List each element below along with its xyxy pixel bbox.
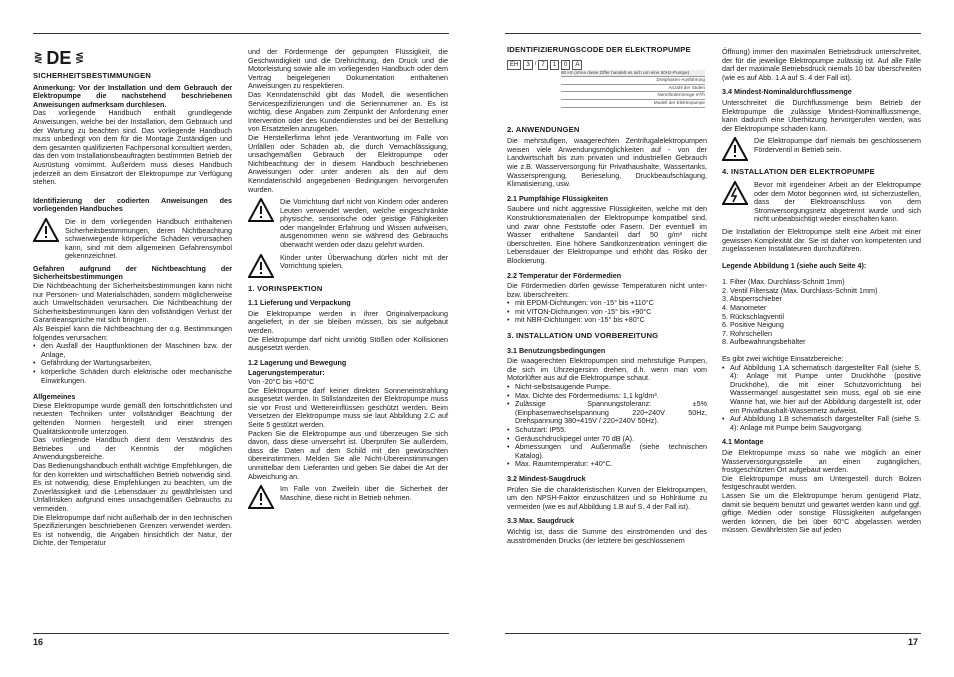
section-1-1-text-2: Die Elektropumpe darf nicht unnötig Stößen oder Kollisionen ausgesetzt werden. [248,334,448,353]
note-text: Das vorliegende Handbuch enthält grundlegende Anweisungen, welche bei der Installation, dem Gebrauch und der Wartung zu beachten sind. Das vorliegende Handbuch muss unbedingt von dem für die Montage Zuständigen und dem gesamten qualifizierten Fachpersonal konsultiert werden, das den vom Installationsbeauftragten bestimmten Betrieb der Ausrüstung vornimmt. Außerdem muss dieses Handbuch jederzeit an dem Einsatzort der Elektropumpe zur Verfügung stehen. [33,108,232,187]
warning-block [248,485,448,509]
page-number-right: 17 [908,637,919,647]
list-item: • Gefährdung der Wartungsarbeiten, [33,358,152,368]
deco-right-icon: ⋚ [75,53,84,64]
danger-heading: Gefahren aufgrund der Nichtbeachtung der Sicherheitsbestimmungen [33,263,232,282]
section-4-1-text: Die Elektropumpe muss so nahe wie möglich an einer Wasserversorgungsstelle an einen zugänglichen, frostgeschützten Ort aufgebaut werden. [722,447,921,475]
section-3-1-text: Die waagerechten Elektropumpen sind mehrstufige Pumpen, die sich im Uhrzeigersinn drehen, d.h. wenn man vom Motorlüfter aus auf die Elektropumpe schaut. [507,356,707,383]
warning-icon [248,485,274,509]
warning-block [722,181,921,224]
legend-item: 8. Aufbewahrungsbehälter [722,337,806,347]
id-box: 0 [561,60,570,70]
general-text: Diese Elektropumpe wurde gemäß den fortschrittlichsten und neuesten Techniken unter vollständiger Beachtung der geltenden Normen hergestellt und einer strengen Qualitätskontrolle unterzogen. [33,400,232,436]
safety-title: SICHERHEITSBESTIMMUNGEN [33,71,152,80]
list-item: • Geräuschdruckpegel unter 70 dB (A). [507,433,635,443]
legend-item: 6. Positive Neigung [722,320,784,330]
section-3-4-text: Unterschreitet die Durchflussmenge beim Betrieb der Elektropumpe die zulässige Mindest-Nominalflussmenge, kann dadurch eine Überhitzung hervorgerufen werden, was der Elektropumpe schaden kann. [722,97,921,133]
general-text-2: Das vorliegende Handbuch dient dem Verständnis des Betriebes und der Kenntnis der möglichen Anwendungsbereiche. [33,435,232,462]
top-rule-right [505,33,921,34]
section-2-1-text: Saubere und nicht aggressive Flüssigkeiten, welche mit den Konstruktionsmaterialien der Elektropumpe kompatibel sind, und zwar ohne Feststoffe oder Fasern. Der eventuell im Wasser enthaltene Sandanteil darf 50 g/m³ nicht überschreiten. Eine höhere Sandkonzentration verringert die Lebensdauer der Elektropumpe und erhöht das Risiko der Blockierung. [507,204,707,265]
list-item: • mit EPDM-Dichtungen: von -15° bis +110°C [507,298,654,308]
section-4-heading: 4. INSTALLATION DER ELEKTROPUMPE [722,167,875,177]
section-2-2-text: Die Fördermedien dürfen gewisse Temperaturen nicht unter- bzw. überschreiten: [507,281,707,299]
left-column-1 [33,72,232,548]
bottom-rule-right [505,633,921,634]
note-bold: Anmerkung: Vor der Installation und dem Gebrauch der Elektropumpe die nachstehend beschriebenen Anweisungen aufmerksam durchlesen. [33,82,232,109]
legend-item: 5. Rückschlagventil [722,311,784,321]
danger-text-2: Als Beispiel kann die Nichtbeachtung der o.g. Bestimmungen folgendes verursachen: [33,324,232,342]
warning-icon [248,254,274,278]
children-warning-text: Die Vorrichtung darf nicht von Kindern oder anderen Leuten verwendet werden, welche eingeschränkte physische, sensorische oder geistige Fähigkeiten oder mangelnder Erfahrung und Wissen aufweisen, ausgenommen wenn sie während des Gebrauchs überwacht werden oder dazu gelehrt wurden. [280,197,448,250]
id-label: Anzahl der Stufen [561,85,705,93]
top-rule-left [33,33,449,34]
ident-heading: Identifizierung der codierten Anweisungen des vorliegenden Handbuches [33,195,232,214]
section-2-heading: 2. ANWENDUNGEN [507,124,580,134]
id-label: Dreiphasen-Ausführung [561,77,705,85]
list-item: • mit VITON-Dichtungen: von -15° bis +90°C [507,306,652,316]
danger-text: Die Nichtbeachtung der Sicherheitsbestimmungen kann nicht nur Personen- und Materialschäden, sondern möglicherweise auch Umweltschäden verursachen. Die Nichtbeachtung der Sicherheitsbestimmungen kann den vollständigen Verlust der Garantieansprüche mit sich bringen. [33,281,232,325]
col4-text-1: Öffnung) immer den maximalen Betriebsdruck unterschreitet, der für die jeweilige Elektropumpe zulässig ist. Auf alle Fälle darf der maximale Betriebsdruck niemals 10 bar überschreiten (wie es auf Abb. 1.A auf S. 4 der Fall ist). [722,47,921,82]
list-item: • den Ausfall der Hauptfunktionen der Maschinen bzw. der Anlage, [33,341,232,359]
section-4-1-text-2: Die Elektropumpe muss am Untergestell durch Bolzen festgeschraubt werden. [722,473,921,492]
legend-item: 7. Rohrschellen [722,328,772,338]
section-4-1-heading: 4.1 Montage [722,437,764,447]
section-1-2-text-2: Packen Sie die Elektropumpe aus und überzeugen Sie sich davon, dass diese unversehrt ist. Überprüfen Sie außerdem, dass die Daten auf dem Schild mit den gewünschten übereinstimmen. Melden Sie alle Nicht-Übereinstimmungen unmittelbar dem Lieferanten und geben Sie dabei die Art der Abweichung an. [248,428,448,481]
page-number-left: 16 [33,637,44,647]
section-1-2-text: Die Elektropumpe darf keiner direkten Sonneneinstrahlung ausgesetzt werden. In Stillstandzeiten der Elektropumpe muss sie vor Frost und Wettereinflüssen geschützt werden. Beim Versetzen der Elektropumpe muss sie laut Abbildung 2.C auf Seite 5 gestützt werden. [248,385,448,429]
language-badge: ⋛ DE ⋚ [34,48,84,68]
legend-heading: Legende Abbildung 1 (siehe auch Seite 4): [722,260,867,270]
section-3-1-heading: 3.1 Benutzungsbedingungen [507,345,606,355]
id-box: EH [507,60,521,70]
id-box: 3 [523,60,532,70]
legend-item: 2. Ventil Filtersatz (Max. Durchlass-Schnitt 1mm) [722,285,878,295]
list-item: • Max. Dichte des Fördermediums: 1,1 kg/dm³. [507,390,659,400]
section-2-text: Die mehrstufigen, waagerechten Zentrifugalelektropumpen weisen viele Anwendungsmöglichkeiten auf - von der Landwirtschaft bis zum privaten und industriellen Gebrauch wie z.B. Wasserversorgung für Privathaushalte, Wassertanks, Wassersprengung, Berieselung, Druckbeaufschlagung, Klimatisierung, usw. [507,136,707,189]
general-heading: Allgemeines [33,392,76,402]
list-item: • Abmessungen und Außenmaße (siehe technischen Katalog). [507,442,707,460]
col2-text-1: und der Fördermenge der gepumpten Flüssigkeit, die Geschwindigkeit und die Drehrichtung, den Druck und die Motorleistung sowie alle im vorliegenden Handbuch oder dem Vertrag beigelegenen Dokumentation enthaltenen Anweisungen zu respektieren. [248,47,448,91]
col2-text-2: Das Kenndatenschild gibt das Modell, die wesentlichen Servicespezifizierungen und die Seriennummer an. Es ist wichtig, diese Angaben zum Zeitpunkt der Anforderung einer Intervention oder des Kundendienstes und bei der Bestellung von Ersatzteilen anzugeben. [248,89,448,134]
section-2-2-heading: 2.2 Temperatur der Fördermedien [507,270,622,280]
list-item: • Nicht-selbstsaugende Pumpe. [507,382,611,392]
list-item: • mit NBR-Dichtungen: von -15° bis +80°C [507,315,645,325]
section-4-1-text-3: Lassen Sie um die Elektropumpe herum genügend Platz, damit sie bequem benutzt und gewartet werden kann und ggf. giftige Medien oder sonstige Flüssigkeiten aufgefangen werden können, die bei über 60°C abgelassen werden müssen. Gewährleisten Sie auf jeden [722,490,921,535]
warning-block [248,254,448,278]
list-item: • Auf Abbildung 1.B schematisch dargestellter Fall (siehe S. 4): Anlage mit Pumpe beim Saugvorgang. [722,414,921,432]
section-2-1-heading: 2.1 Pumpfähige Flüssigkeiten [507,193,609,203]
section-1-1-text: Die Elektropumpe werden in ihrer Originalverpackung angeliefert, in der sie bleiben müssen, bis sie aufgebaut werden. [248,308,448,336]
list-item: • körperliche Schäden durch elektrische oder mechanische Einwirkungen. [33,367,232,385]
id-box: / [534,60,537,67]
col2-text-3: Die Herstellerfirma lehnt jede Verantwortung im Falle von Unfällen oder Schäden ab, die durch Vernachlässigung, unsachgemäßen Gebrauch der Elektropumpe oder Nichtbeachtung der in diesem Handbuch beschriebenen Anweisungen oder unter anderen als den auf dem Kenndatenschild angegebenen Bedingungen hervorgerufen wurden. [248,132,448,194]
right-column-1 [507,46,707,545]
id-code-heading: IDENTIFIZIERUNGSCODE DER ELEKTROPUMPE [507,45,691,54]
section-4-text: Die Installation der Elektropumpe stellt eine Arbeit mit einer gewissen Komplexität dar. Sie ist daher von kompetenten und zugelassenen Installateuren durchzuführen. [722,226,921,254]
section-3-4-heading: 3.4 Mindest-Nominaldurchflussmenge [722,87,852,97]
warning-icon [722,137,748,161]
storage-temp-label: Lagerungstemperatur: [248,368,325,378]
section-1-1-heading: 1.1 Lieferung und Verpackung [248,298,351,308]
section-3-2-text: Prüfen Sie die charakteristischen Kurven der Elektropumpen, um den NPSH-Faktor einzuschätzen und so Hohlräume zu vermeiden (wie es auf Abbildung 1.B auf S. 4 der Fall ist). [507,484,707,511]
warning-block [33,218,232,261]
id-box: A [572,60,582,70]
ident-warning-text: Die in dem vorliegenden Handbuch enthaltenen Sicherheitsbestimmungen, deren Nichtbeachtung schwerwiegende körperliche Schäden verursachen kann, sind mit dem allgemeinen Gefahrensymbol gekennzeichnet. [65,216,232,261]
id-label: Modell der Elektropumpe [561,100,705,108]
storage-temp-value: Von -20°C bis +60°C [248,377,315,386]
id-label: 60 Hz (ohne diese Ziffer handelt es sich um eine 50Hz-Pumpe) [561,70,705,78]
section-3-3-heading: 3.3 Max. Saugdruck [507,516,575,526]
section-1-heading: 1. VORINSPEKTION [248,283,323,293]
legend-item: 3. Absperrschieber [722,294,782,304]
electric-warning-text: Bevor mit irgendeiner Arbeit an der Elektropumpe oder dem Motor begonnen wird, ist sicherzustellen, dass der Elektroanschluss von dem Stromversorgungsnetz abgetrennt wurde und sich nicht unbeabsichtigt wieder einschalten kann. [754,179,921,224]
legend-item: 4. Manometer [722,303,767,313]
warning-block [248,198,448,250]
warning-icon [33,218,59,242]
closed-valve-warning-text: Die Elektropumpe darf niemals bei geschlossenem Förderventil in Betrieb sein. [754,136,921,154]
right-column-2 [722,48,921,535]
id-code-diagram [507,58,707,114]
section-3-heading: 3. INSTALLATION UND VORBEREITUNG [507,331,659,341]
list-item: • Max. Raumtemperatur: +40°C. [507,459,613,469]
warning-icon [248,198,274,222]
left-column-2 [248,48,448,513]
legend-item: 1. Filter (Max. Durchlass-Schnitt 1mm) [722,277,845,287]
general-text-3: Das Bedienungshandbuch enthält wichtige Empfehlungen, die für den korrekten und wirtschaftlichen Betrieb notwendig sind. Es ist notwendig, diese Empfehlungen zu beachten, um die Zuverlässigkeit und die Lebensdauer zu gewährleisten und Unfallrisiken aufgrund eines unsachgemäßen Gebrauchs zu vermeiden. [33,460,232,513]
id-label: Nennfördermenge m³/h [561,92,705,100]
section-3-3-text: Wichtig ist, dass die Summe des einströmenden und des ausströmenden Drucks (der letztere bei geschlossenem [507,526,707,545]
list-item: • Auf Abbildung 1.A schematisch dargestellter Fall (siehe S. 4): Anlage mit Pumpe unter Druckhöhe (positive Druckhöhe), die mit einer Schutzvorrichtung bei Wassermangel ausgestattet sein muss, egal ob sie eine Wanne hat, wie hier auf der Abbildung dargestellt ist, oder ein Privathaushalt-Wassernetz aufweist. [722,362,921,415]
general-text-4: Die Elektropumpe darf nicht außerhalb der in den technischen Spezifizierungen beschriebenen Grenzen verwendet werden. Es ist notwendig, die Angaben hinsichtlich der Natur, der Dichte, der Temperatur [33,512,232,548]
electric-hazard-icon [722,181,748,205]
id-box: 7 [538,60,547,70]
deco-left-icon: ⋛ [34,53,43,64]
section-3-2-heading: 3.2 Mindest-Saugdruck [507,473,586,483]
warning-block [722,137,921,161]
doubt-warning-text: Im Falle von Zweifeln über die Sicherheit der Maschine, diese nicht in Betrieb nehmen. [280,484,448,502]
list-item: • Schutzart: IP55. [507,425,567,434]
children-play-warning-text: Kinder unter Überwachung dürfen nicht mit der Vorrichtung spielen. [280,252,448,271]
section-1-2-heading: 1.2 Lagerung und Bewegung [248,357,347,367]
types-intro: Es gibt zwei wichtige Einsatzbereiche: [722,354,844,364]
bottom-rule-left [33,633,449,634]
id-box: 1 [550,60,559,70]
list-item: • Zulässige Spannungstoleranz: ±5% (Einphasenwechselspannung 220÷240V 50Hz, Drehspannung 380÷415V / 220÷240V 50Hz). [507,399,707,426]
